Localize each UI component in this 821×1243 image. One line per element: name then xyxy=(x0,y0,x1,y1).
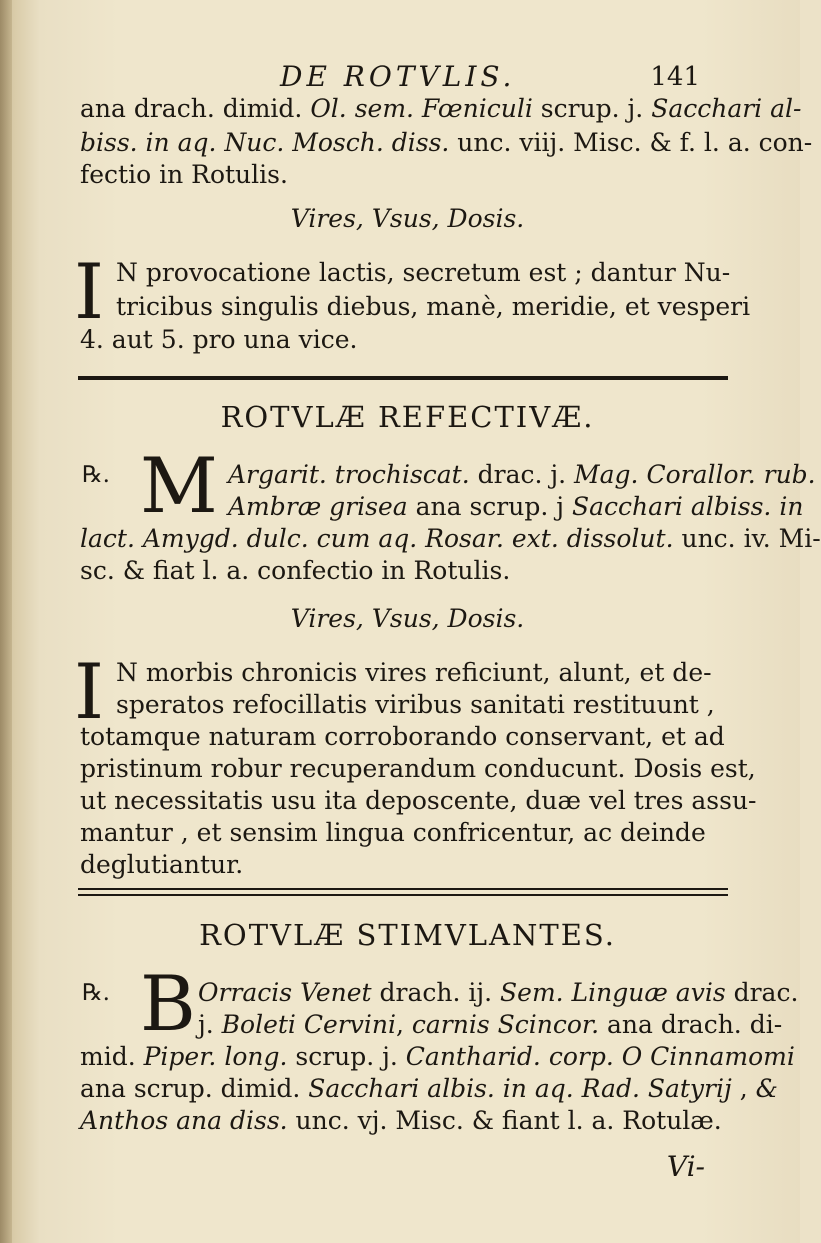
page-number: 141 xyxy=(650,62,700,92)
text-line: ana drach. dimid. Ol. sem. Fœniculi scrup. j. Sacchari al- xyxy=(80,94,802,123)
drop-cap: B xyxy=(140,959,196,1048)
drop-cap: I xyxy=(74,647,105,736)
text-line: mantur , et sensim lingua confricentur, ac deinde xyxy=(80,818,706,847)
text-line: pristinum robur recuperandum conducunt. Dosis est, xyxy=(80,754,756,783)
text-line: j. Boleti Cervini, carnis Scincor. ana drach. di- xyxy=(198,1010,783,1039)
subheading-vires: Vires, Vsus, Dosis. xyxy=(290,204,525,233)
page-gutter xyxy=(0,0,12,1243)
text-line: tricibus singulis diebus, manè, meridie, et vesperi xyxy=(116,292,751,321)
text-line: fectio in Rotulis. xyxy=(80,160,288,189)
text-line: mid. Piper. long. scrup. j. Cantharid. corp. O Cinnamomi xyxy=(80,1042,795,1071)
running-title: DE ROTVLIS. xyxy=(280,60,516,93)
text-line: Anthos ana diss. unc. vj. Misc. & fiant l. a. Rotulæ. xyxy=(80,1106,722,1135)
section-heading: ROTVLÆ REFECTIVÆ. xyxy=(220,400,595,434)
section-divider xyxy=(78,376,728,380)
recipe-symbol: ℞. xyxy=(82,980,110,1006)
section-divider xyxy=(78,894,728,896)
catchword: Vi- xyxy=(666,1150,705,1183)
text-line: 4. aut 5. pro una vice. xyxy=(80,325,358,354)
drop-cap: M xyxy=(140,441,218,530)
text-line: sc. & fiat l. a. confectio in Rotulis. xyxy=(80,556,511,585)
text-line: speratos refocillatis viribus sanitati restituunt , xyxy=(116,690,715,719)
text-line: ana scrup. dimid. Sacchari albis. in aq. Rad. Satyrij , & xyxy=(80,1074,778,1103)
text-line: Orracis Venet drach. ij. Sem. Linguæ avis drac. xyxy=(198,978,799,1007)
text-line: deglutiantur. xyxy=(80,850,244,879)
text-line: N provocatione lactis, secretum est ; dantur Nu- xyxy=(116,258,731,287)
section-divider xyxy=(78,888,728,890)
text-line: Ambræ grisea ana scrup. j Sacchari albiss. in xyxy=(228,492,804,521)
text-line: ut necessitatis usu ita deposcente, duæ vel tres assu- xyxy=(80,786,757,815)
text-line: N morbis chronicis vires reficiunt, alunt, et de- xyxy=(116,658,712,687)
text-line: biss. in aq. Nuc. Mosch. diss. unc. viij. Misc. & f. l. a. con- xyxy=(80,128,813,157)
text-line: lact. Amygd. dulc. cum aq. Rosar. ext. dissolut. unc. iv. Mi- xyxy=(80,524,821,553)
section-heading: ROTVLÆ STIMVLANTES. xyxy=(199,918,616,952)
text-line: Argarit. trochiscat. drac. j. Mag. Corallor. rub. xyxy=(228,460,816,489)
recipe-symbol: ℞. xyxy=(82,462,110,488)
drop-cap: I xyxy=(74,247,105,336)
text-line: totamque naturam corroborando conservant, et ad xyxy=(80,722,725,751)
subheading-vires: Vires, Vsus, Dosis. xyxy=(290,604,525,633)
